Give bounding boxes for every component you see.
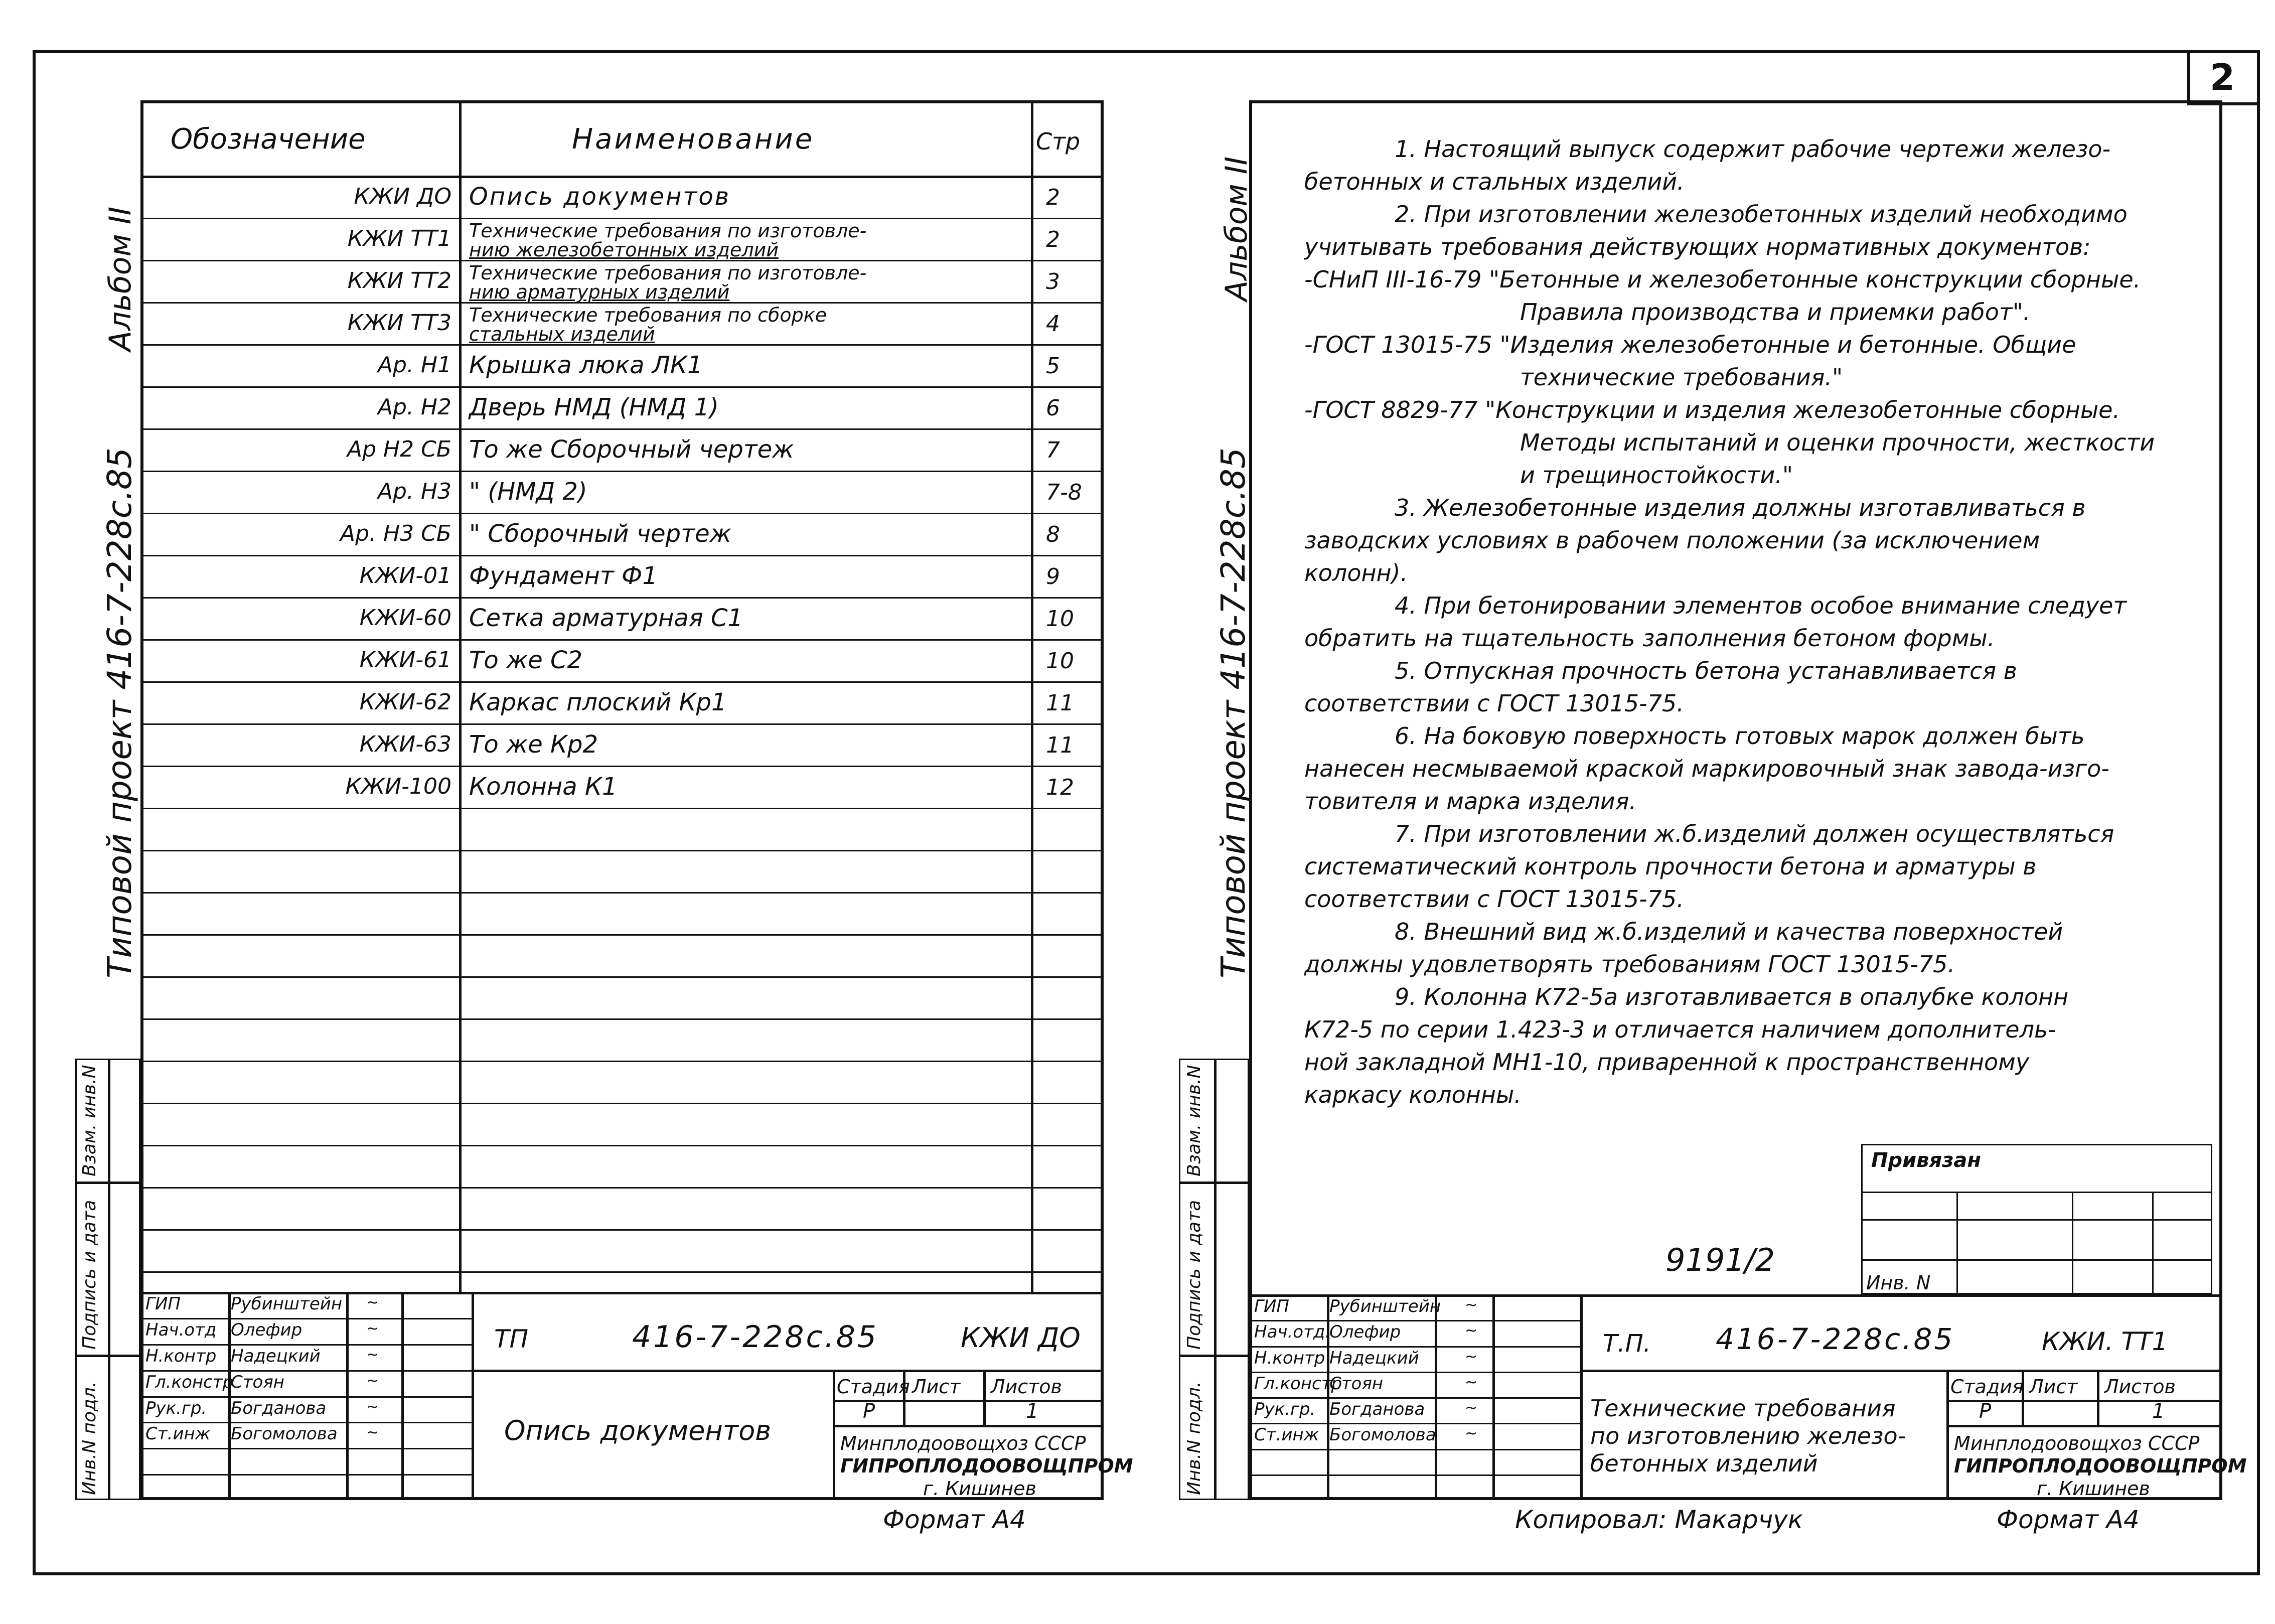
left-row-name-line2: стальных изделий	[469, 323, 655, 345]
left-row-page: 4	[1046, 311, 1060, 337]
left-row-line	[140, 892, 1104, 894]
left-row-name: Каркас плоский Кр1	[469, 688, 727, 716]
right-text-line: 3. Железобетонные изделия должны изготавливаться в	[1395, 494, 2086, 521]
right-stamp-org3: г. Кишинев	[2037, 1478, 2150, 1500]
left-header-code: Обозначение	[171, 123, 366, 156]
right-project-label: Типовой проект 416-7-228с.85	[1214, 447, 1253, 978]
left-stamp-title: Опись документов	[504, 1415, 772, 1446]
left-row-code: Ар. Н1	[377, 352, 451, 378]
left-row-name: То же С2	[469, 646, 583, 674]
stamp-role: Гл.констр	[145, 1372, 234, 1392]
left-row-code: КЖИ ТТ3	[347, 310, 451, 336]
right-stamp-tp: Т.П.	[1603, 1330, 1651, 1358]
right-stamp-title3: бетонных изделий	[1590, 1450, 1818, 1477]
right-side-c: Инв.N подл.	[1184, 1381, 1204, 1495]
handwritten-number: 9191/2	[1665, 1242, 1775, 1278]
stamp-name: Надецкий	[231, 1346, 321, 1366]
stamp-row-line	[140, 1344, 472, 1346]
left-row-code: КЖИ-01	[359, 563, 451, 588]
right-side-b: Подпись и дата	[1184, 1200, 1204, 1350]
stamp-row-line	[1249, 1449, 1580, 1450]
right-text-line: 4. При бетонировании элементов особое внимание следует	[1395, 592, 2127, 619]
left-row-line	[140, 1103, 1104, 1104]
privyazan-label: Привязан	[1871, 1149, 1982, 1172]
left-row-page: 2	[1046, 185, 1060, 210]
stamp-row-line	[1249, 1372, 1580, 1373]
left-stamp-tp: ТП	[494, 1324, 529, 1354]
signature-scribble: ~	[1465, 1425, 1478, 1443]
right-text-line: 5. Отпускная прочность бетона устанавливается в	[1395, 657, 2017, 684]
right-text-line: -СНиП III-16-79 "Бетонные и железобетонные конструкции сборные.	[1304, 266, 2141, 293]
right-text-line: заводских условиях в рабочем положении (за исключением	[1304, 527, 2040, 554]
left-row-line	[140, 513, 1104, 514]
left-row-name: Технические требования по изготовле-	[469, 220, 867, 242]
right-side-a: Взам. инв.N	[1184, 1065, 1204, 1176]
left-row-page: 6	[1046, 395, 1060, 421]
signature-scribble: ~	[366, 1294, 379, 1311]
right-text-line: соответствии с ГОСТ 13015-75.	[1304, 885, 1684, 913]
left-header-name: Наименование	[572, 123, 815, 156]
left-project-label: Типовой проект 416-7-228с.85	[100, 447, 139, 978]
left-row-line	[140, 1018, 1104, 1020]
left-row-line	[140, 976, 1104, 978]
right-text-line: Правила производства и приемки работ".	[1520, 299, 2031, 326]
left-row-line	[140, 218, 1104, 219]
left-header-page: Стр	[1036, 128, 1081, 155]
left-stamp-org1: Минплодоовощхоз СССР	[840, 1432, 1086, 1454]
left-stamp-code: КЖИ ДО	[961, 1322, 1081, 1354]
stamp-role: Рук.гр.	[1254, 1399, 1316, 1419]
left-row-code: КЖИ-62	[359, 689, 451, 715]
left-row-name: То же Кр2	[469, 730, 598, 759]
left-stamp-stage-h: Стадия	[837, 1376, 910, 1398]
stamp-name: Богданова	[1329, 1399, 1425, 1419]
left-row-line	[140, 428, 1104, 430]
right-text-line: Методы испытаний и оценки прочности, жесткости	[1520, 429, 2155, 456]
signature-scribble: ~	[1465, 1348, 1478, 1366]
right-stamp-sheets: 1	[2152, 1400, 2165, 1423]
left-row-code: КЖИ ТТ1	[347, 226, 451, 251]
left-row-page: 9	[1046, 564, 1060, 589]
stamp-role: Ст.инж	[145, 1424, 211, 1444]
left-row-page: 12	[1046, 775, 1074, 800]
left-row-line	[140, 1145, 1104, 1146]
left-row-page: 11	[1046, 690, 1074, 716]
stamp-row-line	[1249, 1320, 1580, 1321]
left-row-code: Ар. Н3 СБ	[340, 521, 451, 546]
left-stamp-org3: г. Кишинев	[923, 1478, 1036, 1500]
stamp-row-line	[140, 1370, 472, 1372]
left-row-name: Фундамент Ф1	[469, 562, 658, 590]
right-stamp-title1: Технические требования	[1590, 1395, 1896, 1422]
left-album-label: Альбом II	[103, 206, 138, 351]
right-text-line: 7. При изготовлении ж.б.изделий должен осуществляться	[1395, 820, 2114, 847]
left-stamp-org2: ГИПРОПЛОДООВОЩПРОМ	[840, 1455, 1133, 1477]
signature-scribble: ~	[366, 1424, 379, 1442]
left-row-page: 2	[1046, 227, 1060, 252]
left-row-code: Ар. Н3	[377, 479, 451, 504]
left-row-line	[140, 681, 1104, 683]
right-text-line: -ГОСТ 8829-77 "Конструкции и изделия железобетонные сборные.	[1304, 396, 2120, 423]
left-row-page: 11	[1046, 732, 1074, 758]
right-album-label: Альбом II	[1219, 156, 1254, 301]
right-text-line: 9. Колонна К72-5а изготавливается в опалубке колонн	[1395, 983, 2069, 1010]
left-row-page: 10	[1046, 648, 1074, 674]
stamp-name: Рубинштейн	[1329, 1296, 1441, 1316]
left-row-name: Колонна К1	[469, 773, 618, 801]
right-stamp-org2: ГИПРОПЛОДООВОЩПРОМ	[1954, 1455, 2247, 1477]
left-row-name: То же Сборочный чертеж	[469, 435, 794, 464]
stamp-row-line	[1249, 1397, 1580, 1399]
right-text-line: должны удовлетворять требованиям ГОСТ 13015-75.	[1304, 951, 1955, 978]
signature-scribble: ~	[366, 1319, 379, 1338]
right-text-line: товителя и марка изделия.	[1304, 788, 1636, 815]
left-stamp-sheets-h: Листов	[991, 1376, 1062, 1398]
left-side-c: Инв.N подл.	[79, 1381, 100, 1495]
left-row-line	[140, 597, 1104, 599]
stamp-name: Олефир	[231, 1319, 302, 1340]
left-stamp-sheet-h: Лист	[912, 1376, 961, 1398]
signature-scribble: ~	[1465, 1373, 1478, 1391]
signature-scribble: ~	[1465, 1399, 1478, 1417]
left-row-name: Крышка люка ЛК1	[469, 351, 703, 379]
stamp-row-line	[1249, 1423, 1580, 1424]
stamp-name: Надецкий	[1329, 1348, 1419, 1368]
left-row-page: 7	[1046, 437, 1060, 463]
inv-n-label: Инв. N	[1866, 1272, 1931, 1294]
left-row-name-line2: нию железобетонных изделий	[469, 239, 779, 261]
left-row-name: Технические требования по изготовле-	[469, 262, 867, 284]
signature-scribble: ~	[366, 1398, 379, 1416]
stamp-role: ГИП	[145, 1294, 181, 1314]
stamp-row-line	[140, 1318, 472, 1319]
left-row-name: " Сборочный чертеж	[469, 520, 731, 548]
left-row-line	[140, 639, 1104, 641]
sheet-number: 2	[2210, 56, 2235, 98]
right-text-line: соответствии с ГОСТ 13015-75.	[1304, 690, 1684, 717]
stamp-row-line	[140, 1474, 472, 1475]
stamp-name: Богданова	[231, 1398, 327, 1418]
right-format: Формат А4	[1997, 1505, 2140, 1534]
stamp-row-line	[140, 1422, 472, 1423]
right-text-line: и трещиностойкости."	[1520, 462, 1793, 489]
left-stamp-sheet: 1	[1026, 1400, 1039, 1423]
left-row-line	[140, 808, 1104, 809]
right-stamp-code: КЖИ. ТТ1	[2042, 1327, 2168, 1356]
right-stamp-title2: по изготовлению железо-	[1590, 1422, 1906, 1449]
stamp-role: ГИП	[1254, 1296, 1289, 1316]
left-row-code: КЖИ-63	[359, 731, 451, 757]
stamp-name: Стоян	[231, 1372, 285, 1392]
left-row-line	[140, 723, 1104, 725]
stamp-row-line	[1249, 1474, 1580, 1476]
stamp-role: Н.контр	[145, 1346, 217, 1366]
stamp-role: Н.контр	[1254, 1348, 1325, 1368]
left-row-code: КЖИ ТТ2	[347, 268, 451, 293]
left-row-line	[140, 850, 1104, 851]
copied-by: Копировал: Макарчук	[1515, 1505, 1803, 1534]
left-row-line	[140, 766, 1104, 767]
left-row-code: КЖИ ДО	[354, 184, 451, 209]
stamp-name: Богомолова	[231, 1424, 338, 1444]
left-side-b: Подпись и дата	[79, 1200, 100, 1350]
stamp-row-line	[140, 1396, 472, 1398]
left-side-a: Взам. инв.N	[79, 1065, 100, 1176]
right-text-line: колонн).	[1304, 559, 1408, 586]
left-row-name: Опись документов	[469, 183, 730, 211]
left-row-page: 7-8	[1046, 480, 1082, 505]
right-text-line: 1. Настоящий выпуск содержит рабочие чертежи железо-	[1395, 135, 2111, 163]
stamp-name: Олефир	[1329, 1322, 1401, 1343]
left-row-page: 10	[1046, 606, 1074, 632]
right-stamp-org1: Минплодоовощхоз СССР	[1954, 1432, 2200, 1454]
left-row-code: Ар. Н2	[377, 394, 451, 420]
signature-scribble: ~	[1465, 1322, 1478, 1340]
left-row-code: КЖИ-100	[345, 774, 451, 799]
left-row-code: КЖИ-61	[359, 647, 451, 673]
left-row-line	[140, 555, 1104, 556]
signature-scribble: ~	[366, 1372, 379, 1390]
right-text-line: нанесен несмываемой краской маркировочный знак завода-изго-	[1304, 755, 2109, 782]
signature-scribble: ~	[366, 1346, 379, 1364]
stamp-role: Ст.инж	[1254, 1425, 1319, 1445]
stamp-name: Богомолова	[1329, 1425, 1436, 1445]
left-stamp-project: 416-7-228с.85	[632, 1319, 878, 1355]
right-text-line: технические требования."	[1520, 364, 1843, 391]
left-row-name: Сетка арматурная С1	[469, 604, 743, 632]
right-text-line: каркасу колонны.	[1304, 1081, 1522, 1108]
left-row-line	[140, 1229, 1104, 1231]
left-row-line	[140, 386, 1104, 388]
left-row-name: Технические требования по сборке	[469, 304, 827, 326]
right-text-line: 2. При изготовлении железобетонных изделий необходимо	[1395, 201, 2128, 228]
stamp-name: Стоян	[1329, 1373, 1384, 1394]
left-row-name-line2: нию арматурных изделий	[469, 281, 730, 303]
stamp-name: Рубинштейн	[231, 1294, 343, 1314]
left-stamp-stage: Р	[863, 1400, 875, 1423]
left-row-line	[140, 1061, 1104, 1062]
left-row-line	[140, 471, 1104, 472]
stamp-role: Рук.гр.	[145, 1398, 207, 1418]
right-stamp-stage-h: Стадия	[1950, 1376, 2024, 1398]
signature-scribble: ~	[1465, 1296, 1478, 1314]
right-text-line: -ГОСТ 13015-75 "Изделия железобетонные и бетонные. Общие	[1304, 331, 2076, 358]
right-text-line: учитывать требования действующих нормативных документов:	[1304, 233, 2091, 260]
left-row-code: КЖИ-60	[359, 605, 451, 631]
right-stamp-stage: Р	[1979, 1400, 1992, 1423]
right-text-line: ной закладной МН1-10, приваренной к пространственному	[1304, 1049, 2030, 1076]
right-text-line: бетонных и стальных изделий.	[1304, 168, 1685, 195]
left-row-line	[140, 1271, 1104, 1273]
right-text-line: К72-5 по серии 1.423-3 и отличается наличием дополнитель-	[1304, 1016, 2056, 1043]
right-stamp-project: 416-7-228с.85	[1716, 1322, 1955, 1356]
right-stamp-sheets-h: Листов	[2104, 1376, 2176, 1398]
stamp-row-line	[1249, 1346, 1580, 1348]
left-row-name: Дверь НМД (НМД 1)	[469, 393, 719, 421]
left-format: Формат А4	[883, 1505, 1026, 1534]
right-text-line: 6. На боковую поверхность готовых марок должен быть	[1395, 722, 2085, 750]
left-row-name: " (НМД 2)	[469, 478, 587, 506]
stamp-role: Гл.констр	[1254, 1373, 1342, 1394]
left-row-page: 8	[1046, 522, 1060, 547]
stamp-role: Нач.отд	[145, 1319, 217, 1340]
right-text-line: систематический контроль прочности бетона и арматуры в	[1304, 853, 2037, 880]
left-row-page: 5	[1046, 353, 1060, 379]
stamp-row-line	[140, 1448, 472, 1449]
left-row-line	[140, 934, 1104, 936]
left-row-page: 3	[1046, 269, 1060, 294]
left-row-line	[140, 1187, 1104, 1189]
right-text-line: обратить на тщательность заполнения бетоном формы.	[1304, 625, 1995, 652]
left-row-code: Ар Н2 СБ	[347, 436, 451, 462]
stamp-role: Нач.отд.	[1254, 1322, 1331, 1343]
right-text-line: 8. Внешний вид ж.б.изделий и качества поверхностей	[1395, 918, 2063, 945]
right-stamp-sheet-h: Лист	[2029, 1376, 2078, 1398]
